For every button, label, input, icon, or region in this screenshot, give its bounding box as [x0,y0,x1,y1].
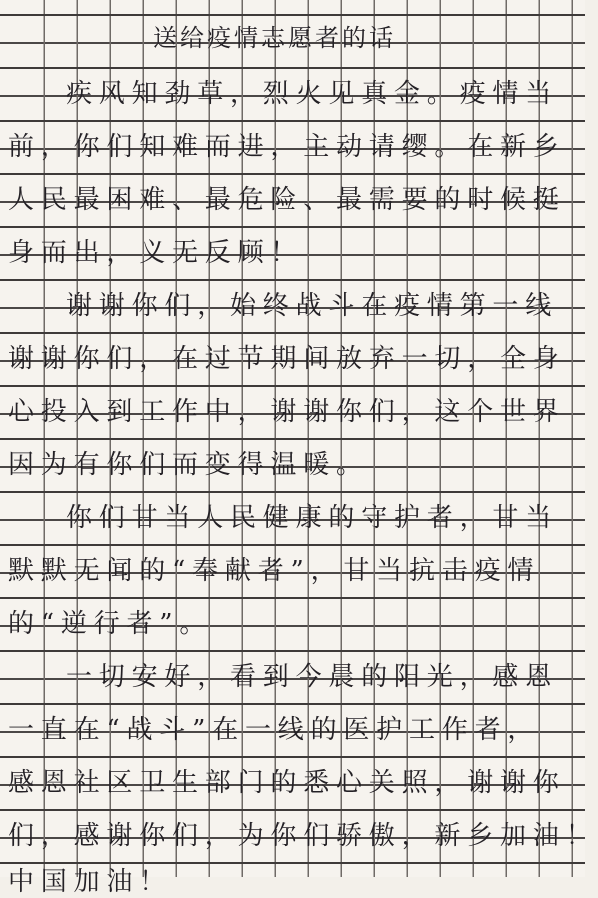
text-line: 们，感谢你们，为你们骄傲，新乡加油！ [8,821,598,851]
text-line: 前，你们知难而进，主动请缨。在新乡 [8,132,566,162]
grid-line [0,703,585,705]
grid-line [0,544,585,546]
text-line: 人民最困难、最危险、最需要的时候挺 [8,185,566,215]
text-line: 心投入到工作中，谢谢你们，这个世界 [8,397,566,427]
grid-line [0,438,585,440]
grid-line [0,385,585,387]
text-line: 感恩社区卫生部门的悉心关照，谢谢你 [8,768,566,798]
text-line: 一切安好，看到今晨的阳光，感恩 [66,662,559,692]
grid-line [0,173,585,175]
grid-line [0,332,585,334]
text-line: 默默无闻的“奉献者”，甘当抗击疫情 [8,556,541,586]
text-line: 一直在“战斗”在一线的医护工作者， [8,715,541,745]
text-line: 你们甘当人民健康的守护者，甘当 [66,503,559,533]
grid-line [0,67,585,69]
text-line: 谢谢你们，在过节期间放弃一切，全身 [8,344,566,374]
letter-title: 送给疫情志愿者的话 [153,24,396,52]
grid-line [0,862,585,864]
grid-line [0,597,585,599]
text-line: 身而出，义无反顾！ [8,238,304,268]
grid-line [0,14,585,16]
grid-line [0,279,585,281]
text-line: 因为有你们而变得温暖。 [8,450,369,480]
grid-line [0,226,585,228]
text-line: 疾风知劲草，烈火见真金。疫情当 [66,79,559,109]
text-line: 谢谢你们，始终战斗在疫情第一线 [66,291,559,321]
text-line: 中国加油！ [8,867,173,897]
grid-line [0,491,585,493]
grid-line [0,756,585,758]
grid-line [0,809,585,811]
text-line: 的“逆行者”。 [8,609,213,639]
grid-line [0,120,585,122]
grid-line [0,650,585,652]
